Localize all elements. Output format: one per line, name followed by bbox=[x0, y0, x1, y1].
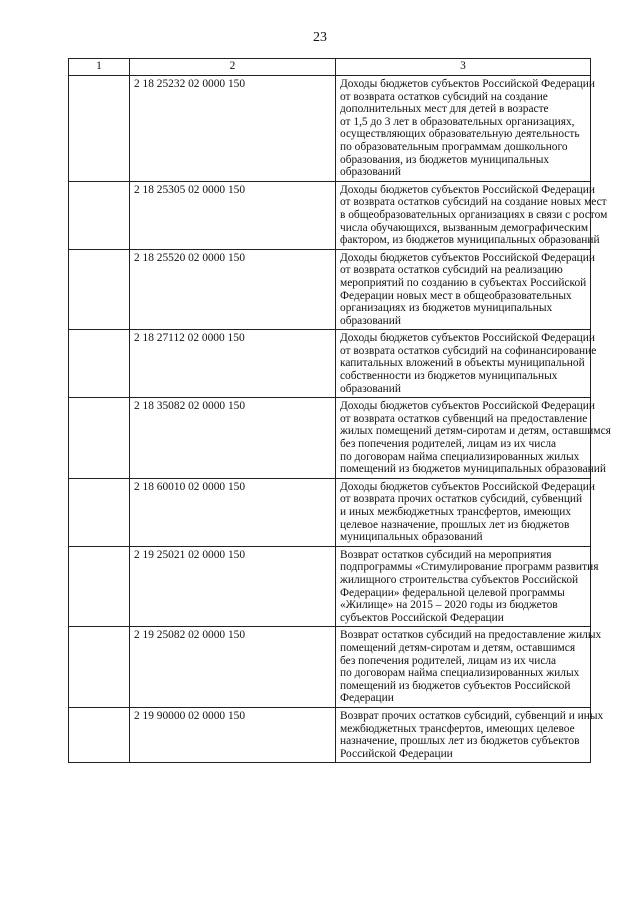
description-line: целевое назначение, прошлых лет из бюджетов bbox=[340, 518, 570, 531]
description-line: от возврата остатков субвенций на предоставление bbox=[340, 412, 588, 425]
table-row bbox=[69, 330, 591, 398]
description-line: по образовательным программам дошкольного bbox=[340, 140, 568, 153]
description-line: капитальных вложений в объекты муниципальной bbox=[340, 357, 585, 370]
row-number-cell bbox=[69, 546, 130, 627]
description-cell bbox=[336, 707, 604, 762]
description-cell bbox=[336, 546, 599, 627]
table-body bbox=[69, 76, 611, 763]
table-row bbox=[69, 546, 591, 627]
description-line: Доходы бюджетов субъектов Российской Федерации bbox=[340, 332, 595, 345]
table-row bbox=[69, 707, 591, 762]
column-header-1: 1 bbox=[69, 59, 130, 76]
description-line: собственности из бюджетов муниципальных bbox=[340, 370, 558, 383]
description-line: помещений детям-сиротам и детям, оставшимся bbox=[340, 641, 576, 654]
description-line: помещений из бюджетов субъектов Российской bbox=[340, 679, 571, 692]
description-line: субъектов Российской Федерации bbox=[340, 611, 504, 624]
description-line: образований bbox=[340, 166, 401, 179]
description-cell bbox=[336, 478, 595, 546]
row-number-cell bbox=[69, 478, 130, 546]
description-line: от возврата остатков субсидий на создание bbox=[340, 90, 548, 103]
row-number-cell bbox=[69, 330, 130, 398]
description-line: Возврат прочих остатков субсидий, субвенций и иных bbox=[340, 709, 604, 722]
description-line: от возврата остатков субсидий на софинансирование bbox=[340, 344, 597, 357]
description-line: образований bbox=[340, 314, 401, 327]
budget-code-cell: 2 19 90000 02 0000 150 bbox=[130, 707, 336, 762]
description-line: по договорам найма специализированных жилых bbox=[340, 667, 580, 680]
row-number-cell bbox=[69, 181, 130, 249]
description-line: осуществляющих образовательную деятельность bbox=[340, 128, 580, 141]
table-row bbox=[69, 478, 591, 546]
table-row bbox=[69, 249, 591, 330]
budget-code-cell: 2 18 25520 02 0000 150 bbox=[130, 249, 336, 330]
description-line: Возврат остатков субсидий на предоставление жилых bbox=[340, 629, 602, 642]
description-line: от возврата прочих остатков субсидий, субвенций bbox=[340, 493, 583, 506]
description-cell bbox=[336, 76, 595, 182]
description-line: помещений из бюджетов муниципальных образований bbox=[340, 463, 606, 476]
table-row bbox=[69, 181, 591, 249]
budget-code-cell: 2 18 60010 02 0000 150 bbox=[130, 478, 336, 546]
description-line: без попечения родителей, лицам из их числа bbox=[340, 654, 557, 667]
description-cell bbox=[336, 181, 608, 249]
table-row bbox=[69, 398, 591, 479]
description-line: Федерации bbox=[340, 692, 394, 705]
budget-code-cell: 2 18 35082 02 0000 150 bbox=[130, 398, 336, 479]
table-header-row bbox=[69, 59, 591, 76]
description-line: в общеобразовательных организациях в связи с ростом bbox=[340, 208, 608, 221]
description-line: Доходы бюджетов субъектов Российской Федерации bbox=[340, 78, 595, 90]
description-line: дополнительных мест для детей в возрасте bbox=[340, 103, 549, 116]
description-line: фактором, из бюджетов муниципальных образований bbox=[340, 234, 600, 247]
description-cell bbox=[336, 627, 602, 708]
description-line: муниципальных образований bbox=[340, 531, 483, 544]
description-line: и иных межбюджетных трансфертов, имеющих bbox=[340, 506, 572, 518]
description-cell bbox=[336, 249, 595, 330]
column-header-2: 2 bbox=[130, 59, 336, 76]
description-line: без попечения родителей, лицам из их числа bbox=[340, 438, 557, 451]
description-line: мероприятий по созданию в субъектах Российской bbox=[340, 276, 587, 289]
description-line: жилищного строительства субъектов Российской bbox=[340, 573, 579, 586]
description-line: «Жилище» на 2015 – 2020 годы из бюджетов bbox=[340, 599, 558, 612]
description-line: от возврата остатков субсидий на создание новых мест bbox=[340, 196, 607, 209]
budget-code-cell: 2 18 25232 02 0000 150 bbox=[130, 76, 336, 182]
budget-code-cell: 2 18 27112 02 0000 150 bbox=[130, 330, 336, 398]
description-cell bbox=[336, 330, 597, 398]
table-row bbox=[69, 627, 591, 708]
description-line: Возврат остатков субсидий на мероприятия bbox=[340, 548, 552, 561]
description-line: образования, из бюджетов муниципальных bbox=[340, 153, 550, 166]
row-number-cell bbox=[69, 627, 130, 708]
description-line: Российской Федерации bbox=[340, 747, 453, 760]
description-line: по договорам найма специализированных жилых bbox=[340, 450, 580, 463]
description-line: Доходы бюджетов субъектов Российской Федерации bbox=[340, 400, 595, 413]
column-header-3: 3 bbox=[336, 59, 591, 76]
description-line: назначение, прошлых лет из бюджетов субъектов bbox=[340, 735, 580, 748]
description-line: подпрограммы «Стимулирование программ развития bbox=[340, 561, 599, 574]
row-number-cell bbox=[69, 707, 130, 762]
budget-code-cell: 2 19 25021 02 0000 150 bbox=[130, 546, 336, 627]
description-line: Доходы бюджетов субъектов Российской Федерации bbox=[340, 251, 595, 264]
page-number: 23 bbox=[313, 30, 327, 45]
budget-code-cell: 2 19 25082 02 0000 150 bbox=[130, 627, 336, 708]
budget-code-cell: 2 18 25305 02 0000 150 bbox=[130, 181, 336, 249]
description-line: межбюджетных трансфертов, имеющих целевое bbox=[340, 722, 575, 735]
description-line: образований bbox=[340, 382, 401, 395]
description-line: жилых помещений детям-сиротам и детям, оставшимся bbox=[340, 425, 611, 438]
budget-codes-table bbox=[68, 58, 611, 763]
row-number-cell bbox=[69, 398, 130, 479]
description-line: Федерации» федеральной целевой программы bbox=[340, 586, 565, 599]
description-line: числа обучающихся, вызванным демографическим bbox=[340, 221, 589, 234]
row-number-cell bbox=[69, 249, 130, 330]
description-cell bbox=[336, 398, 611, 479]
description-line: от 1,5 до 3 лет в образовательных организациях, bbox=[340, 115, 575, 128]
description-line: Федерации новых мест в общеобразовательных bbox=[340, 289, 572, 302]
description-line: организациях из бюджетов муниципальных bbox=[340, 302, 553, 315]
description-line: от возврата остатков субсидий на реализацию bbox=[340, 264, 563, 277]
description-line: Доходы бюджетов субъектов Российской Федерации bbox=[340, 480, 595, 493]
description-line: Доходы бюджетов субъектов Российской Федерации bbox=[340, 183, 595, 196]
row-number-cell bbox=[69, 76, 130, 182]
table-row bbox=[69, 76, 591, 182]
